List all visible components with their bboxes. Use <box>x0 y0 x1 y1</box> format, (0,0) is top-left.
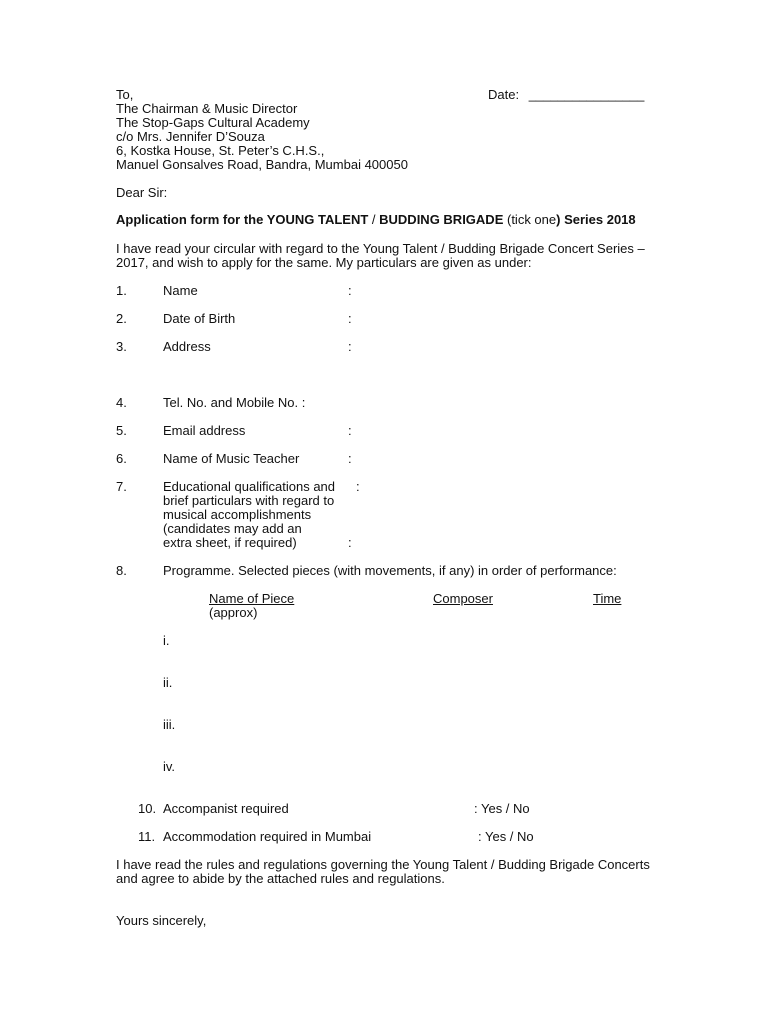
programme-item: i. <box>163 633 170 648</box>
field-label-qualifications: extra sheet, if required) <box>163 535 297 550</box>
programme-description: Programme. Selected pieces (with movements, if any) in order of performance: <box>163 563 617 578</box>
date-label: Date: <box>488 87 520 102</box>
header-name-of-piece: Name of Piece <box>209 591 295 606</box>
field-label-qualifications: musical accomplishments <box>163 507 312 522</box>
recipient-line: The Chairman & Music Director <box>116 101 298 116</box>
field-label-address: Address <box>163 339 211 354</box>
programme-item: ii. <box>163 675 173 690</box>
recipient-line: The Stop-Gaps Cultural Academy <box>116 115 310 130</box>
salutation: Dear Sir: <box>116 185 168 200</box>
question-accommodation: Accommodation required in Mumbai <box>163 829 372 844</box>
to-label: To, <box>116 87 134 102</box>
header-composer: Composer <box>433 591 493 606</box>
field-colon: : <box>348 451 352 466</box>
recipient-line: Manuel Gonsalves Road, Bandra, Mumbai 400050 <box>116 157 408 172</box>
date-blank[interactable]: ________________ <box>528 87 645 102</box>
field-number: 2. <box>116 311 127 326</box>
programme-item: iv. <box>163 759 176 774</box>
header-time: Time <box>593 591 622 606</box>
field-label-qualifications: (candidates may add an <box>163 521 302 536</box>
field-label-phone: Tel. No. and Mobile No. : <box>163 395 306 410</box>
field-colon: : <box>348 535 352 550</box>
field-number: 6. <box>116 451 127 466</box>
field-number: 7. <box>116 479 127 494</box>
signoff: Yours sincerely, <box>116 913 207 928</box>
field-number: 5. <box>116 423 127 438</box>
title-budding-brigade: BUDDING BRIGADE <box>379 212 504 227</box>
field-label-email: Email address <box>163 423 246 438</box>
field-label-dob: Date of Birth <box>163 311 236 326</box>
title-tick-one: (tick one <box>503 212 557 227</box>
programme-item: iii. <box>163 717 176 732</box>
header-approx: (approx) <box>209 605 258 620</box>
field-label-qualifications: brief particulars with regard to <box>163 493 335 508</box>
form-title <box>116 212 636 227</box>
field-number: 1. <box>116 283 127 298</box>
recipient-line: c/o Mrs. Jennifer D’Souza <box>116 129 265 144</box>
closing-line: and agree to abide by the attached rules and regulations. <box>116 871 445 886</box>
field-colon: : <box>348 283 352 298</box>
title-young-talent: Application form for the YOUNG TALENT <box>116 212 369 227</box>
date-field <box>488 87 644 102</box>
field-label-qualifications: Educational qualifications and <box>163 479 336 494</box>
field-colon: : <box>356 479 360 494</box>
intro-line: I have read your circular with regard to the Young Talent / Budding Brigade Concert Series – <box>116 241 645 256</box>
field-colon: : <box>348 311 352 326</box>
answer-yes-no[interactable]: : Yes / No <box>474 801 530 816</box>
field-label-music-teacher: Name of Music Teacher <box>163 451 300 466</box>
title-separator: / <box>368 212 380 227</box>
field-colon: : <box>348 339 352 354</box>
question-number: 11. <box>138 829 156 844</box>
recipient-line: 6, Kostka House, St. Peter’s C.H.S., <box>116 143 325 158</box>
title-series: ) Series 2018 <box>556 212 636 227</box>
intro-line: 2017, and wish to apply for the same. My particulars are given as under: <box>116 255 532 270</box>
field-number: 8. <box>116 563 127 578</box>
closing-line: I have read the rules and regulations governing the Young Talent / Budding Brigade Concerts <box>116 857 650 872</box>
answer-yes-no[interactable]: : Yes / No <box>478 829 534 844</box>
question-accompanist: Accompanist required <box>163 801 289 816</box>
question-number: 10. <box>138 801 157 816</box>
field-number: 4. <box>116 395 127 410</box>
field-label-name: Name <box>163 283 198 298</box>
field-colon: : <box>348 423 352 438</box>
field-number: 3. <box>116 339 127 354</box>
